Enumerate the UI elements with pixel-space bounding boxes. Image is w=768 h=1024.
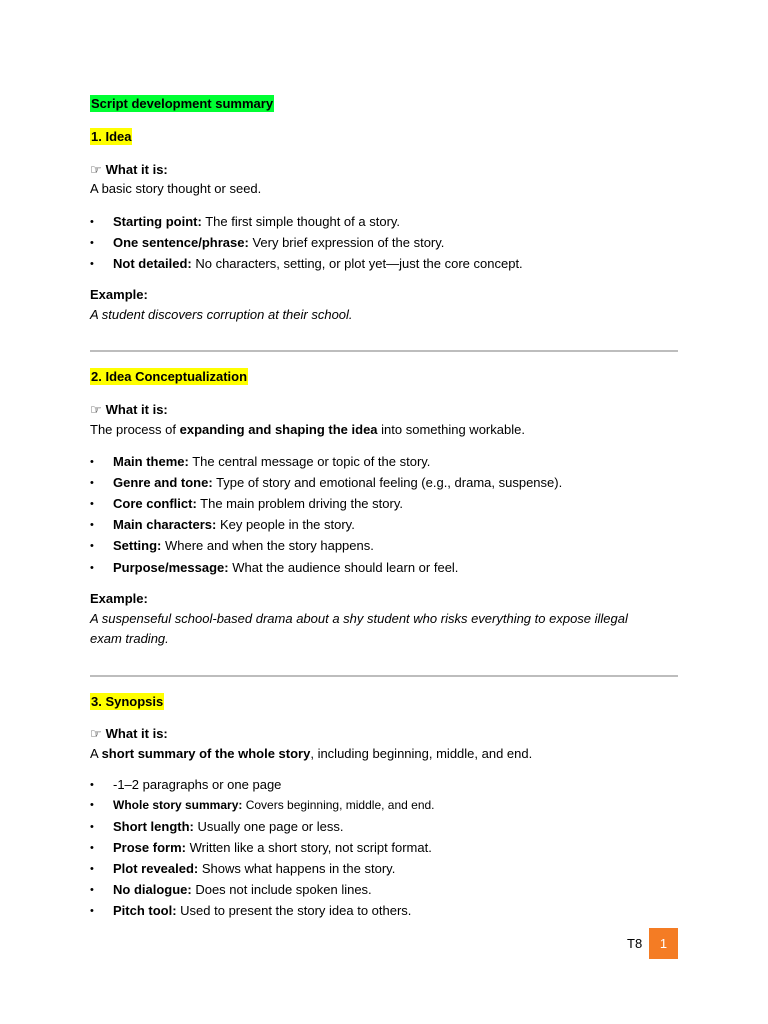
section-2-what-label: ☞ What it is:: [90, 402, 168, 418]
section-1-heading: 1. Idea: [91, 129, 132, 144]
section-1-example-text: A student discovers corruption at their school.: [90, 307, 353, 322]
bullet-icon: •: [90, 258, 94, 270]
bullet-icon: •: [90, 799, 94, 811]
section-2-example-label: Example:: [90, 591, 148, 606]
section-2-example-line-1: A suspenseful school-based drama about a shy student who risks everything to expose illegal: [90, 611, 628, 626]
horizontal-divider: [90, 675, 678, 677]
pointing-hand-icon: ☞: [90, 403, 102, 418]
bullet-icon: •: [90, 863, 94, 875]
section-2-example-line-2: exam trading.: [90, 631, 169, 646]
bullet-icon: •: [90, 821, 94, 833]
bullet-icon: •: [90, 884, 94, 896]
pointing-hand-icon: ☞: [90, 163, 102, 178]
bullet-icon: •: [90, 237, 94, 249]
section-1-what-text: A basic story thought or seed.: [90, 181, 262, 196]
section-2-heading: 2. Idea Conceptualization: [91, 369, 248, 384]
page-number-badge: 1: [649, 928, 678, 959]
section-1-what-label: ☞ What it is:: [90, 162, 168, 178]
bullet-icon: •: [90, 216, 94, 228]
bullet-icon: •: [90, 498, 94, 510]
section-1-example-label: Example:: [90, 287, 148, 302]
bullet-icon: •: [90, 905, 94, 917]
section-3-what-text: A short summary of the whole story, including beginning, middle, and end.: [90, 746, 533, 761]
document-title: Script development summary: [91, 96, 274, 111]
footer-label: T8: [627, 936, 643, 951]
bullet-icon: •: [90, 540, 94, 552]
bullet-icon: •: [90, 779, 94, 791]
pointing-hand-icon: ☞: [90, 727, 102, 742]
section-2-what-text: The process of expanding and shaping the idea into something workable.: [90, 422, 525, 437]
section-3-what-label: ☞ What it is:: [90, 726, 168, 742]
horizontal-divider: [90, 350, 678, 352]
bullet-icon: •: [90, 519, 94, 531]
bullet-icon: •: [90, 562, 94, 574]
section-3-heading: 3. Synopsis: [91, 694, 164, 709]
bullet-icon: •: [90, 842, 94, 854]
bullet-icon: •: [90, 477, 94, 489]
bullet-icon: •: [90, 456, 94, 468]
